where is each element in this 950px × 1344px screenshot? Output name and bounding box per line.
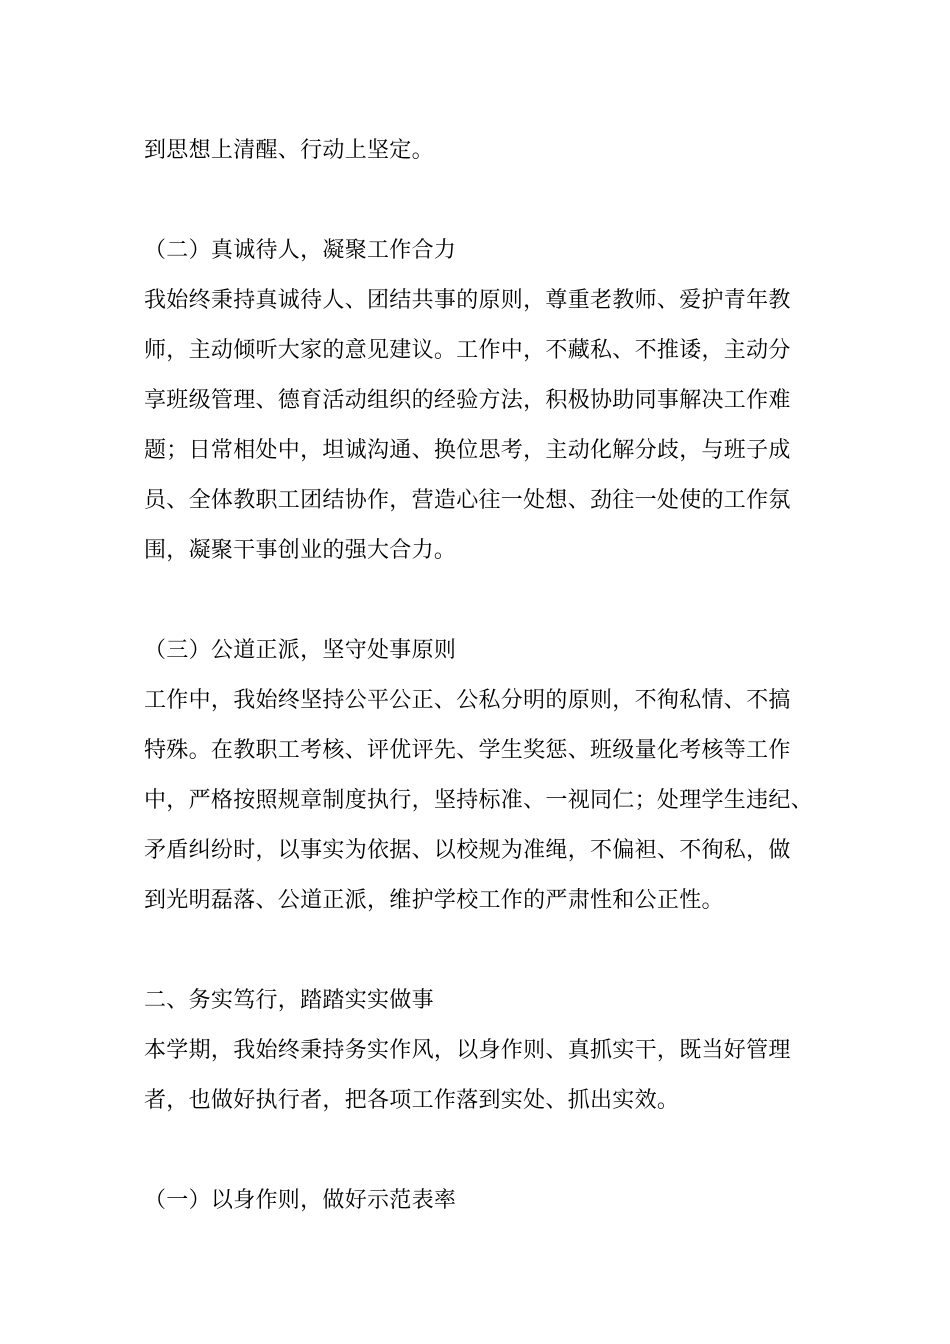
section-heading: （二）真诚待人，凝聚工作合力 [144, 238, 457, 263]
section-heading: （三）公道正派，坚守处事原则 [144, 638, 457, 663]
paragraph-line: 中，严格按照规章制度执行，坚持标准、一视同仁；处理学生违纪、 [144, 788, 814, 813]
paragraph-line: 矛盾纠纷时，以事实为依据、以校规为准绳，不偏袒、不徇私，做 [144, 838, 791, 863]
paragraph-line: 本学期，我始终秉持务实作风，以身作则、真抓实干，既当好管理 [144, 1038, 791, 1063]
paragraph-line: 我始终秉持真诚待人、团结共事的原则，尊重老教师、爱护青年教 [144, 288, 791, 313]
paragraph-line: 师，主动倾听大家的意见建议。工作中，不藏私、不推诿，主动分 [144, 338, 791, 363]
paragraph-line: 到光明磊落、公道正派，维护学校工作的严肃性和公正性。 [144, 888, 724, 913]
paragraph-line: 者，也做好执行者，把各项工作落到实处、抓出实效。 [144, 1088, 680, 1113]
section-heading: （一）以身作则，做好示范表率 [144, 1188, 457, 1213]
paragraph-line: 工作中，我始终坚持公平公正、公私分明的原则，不徇私情、不搞 [144, 688, 791, 713]
section-heading: 二、务实笃行，踏踏实实做事 [144, 988, 434, 1013]
paragraph-line: 享班级管理、德育活动组织的经验方法，积极协助同事解决工作难 [144, 388, 791, 413]
paragraph-line: 员、全体教职工团结协作，营造心往一处想、劲往一处使的工作氛 [144, 488, 791, 513]
paragraph-line: 题；日常相处中，坦诚沟通、换位思考，主动化解分歧，与班子成 [144, 438, 791, 463]
paragraph-line: 围，凝聚干事创业的强大合力。 [144, 538, 457, 563]
paragraph-line: 特殊。在教职工考核、评优评先、学生奖惩、班级量化考核等工作 [144, 738, 791, 763]
paragraph-line: 到思想上清醒、行动上坚定。 [144, 138, 434, 163]
